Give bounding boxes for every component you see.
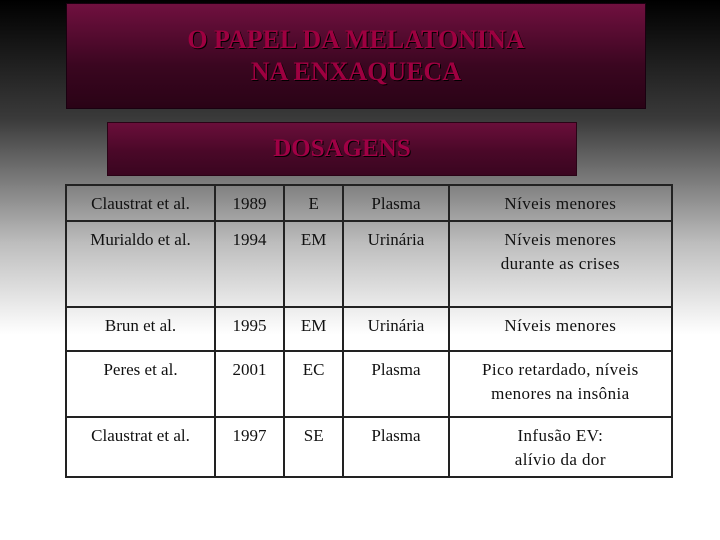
result-line-2: durante as crises: [500, 254, 620, 273]
sample-cell: Urinária: [343, 307, 448, 351]
year-cell: 2001: [215, 351, 284, 417]
result-line-2: alívio da dor: [514, 450, 606, 469]
author-cell: Brun et al.: [66, 307, 215, 351]
sample-cell: Plasma: [343, 417, 448, 477]
table-row: [66, 307, 672, 351]
result-cell: [449, 185, 672, 221]
table-row: [66, 417, 672, 477]
author-cell: Murialdo et al.: [66, 221, 215, 307]
slide-title-line-1: O PAPEL DA MELATONINA: [187, 25, 525, 54]
slide-subtitle: DOSAGENS: [273, 135, 411, 162]
result-line-1: Níveis menores: [504, 316, 617, 335]
type-cell: EM: [284, 307, 343, 351]
year-cell: 1995: [215, 307, 284, 351]
table-row: [66, 185, 672, 221]
result-line-2: menores na insônia: [491, 384, 630, 403]
dosage-table: [65, 184, 673, 478]
result-line-1: Pico retardado, níveis: [482, 360, 639, 379]
subtitle-box: [107, 122, 577, 176]
slide-title-line-2: NA ENXAQUECA: [250, 57, 462, 86]
sample-cell: Urinária: [343, 221, 448, 307]
year-cell: 1994: [215, 221, 284, 307]
result-line-1: Níveis menores: [504, 230, 617, 249]
result-line-1: Níveis menores: [504, 194, 617, 213]
result-cell: [449, 351, 672, 417]
result-cell: [449, 221, 672, 307]
table-row: [66, 351, 672, 417]
result-line-1: Infusão EV:: [517, 426, 604, 445]
sample-cell: Plasma: [343, 351, 448, 417]
type-cell: E: [284, 185, 343, 221]
result-cell: [449, 307, 672, 351]
title-box: [66, 3, 646, 109]
type-cell: EC: [284, 351, 343, 417]
type-cell: SE: [284, 417, 343, 477]
result-cell: [449, 417, 672, 477]
author-cell: Claustrat et al.: [66, 185, 215, 221]
sample-cell: Plasma: [343, 185, 448, 221]
year-cell: 1997: [215, 417, 284, 477]
author-cell: Peres et al.: [66, 351, 215, 417]
year-cell: 1989: [215, 185, 284, 221]
type-cell: EM: [284, 221, 343, 307]
author-cell: Claustrat et al.: [66, 417, 215, 477]
table-row: [66, 221, 672, 307]
